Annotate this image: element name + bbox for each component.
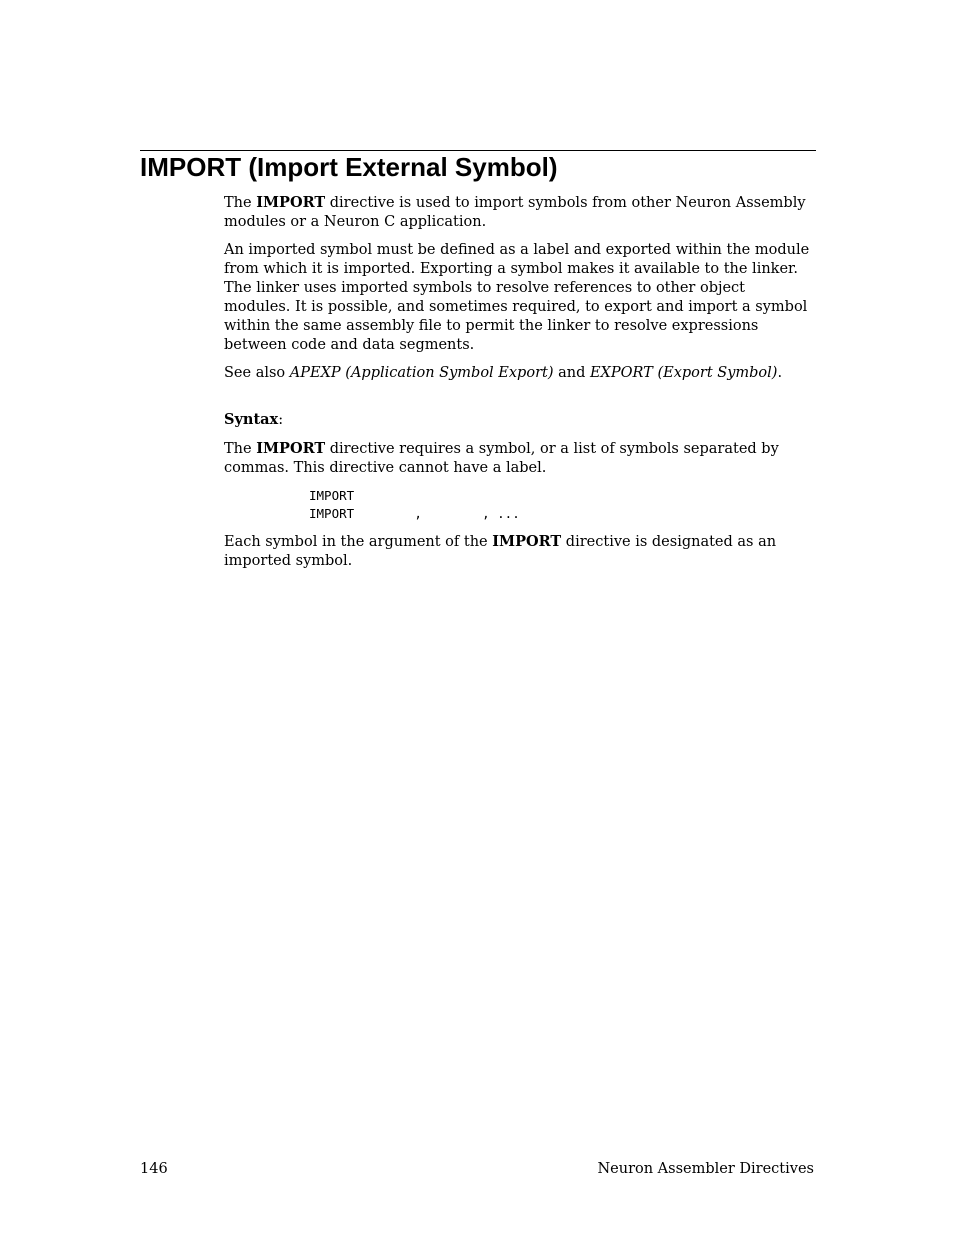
body-text [224,193,814,580]
syntax-heading: Syntax: [224,411,284,428]
export-reference: EXPORT (Export Symbol) [589,365,778,381]
syntax-code-block [309,487,814,523]
closing-paragraph: Each symbol in the argument of the IMPORT directive is designated as an imported symbol. [224,533,777,569]
page-title: IMPORT (Import External Symbol) [140,152,558,182]
syntax-paragraph: The IMPORT directive requires a symbol, or a list of symbols separated by commas. This directive cannot have a label. [224,440,779,476]
definition-paragraph: An imported symbol must be defined as a label and exported within the module from which it is imported. Exporting a symbol makes it available to the linker. The linker uses imported symbols to resolve references to other object modules. It is possible, and sometimes required, to export and import a symbol within the same assembly file to permit the linker to resolve expressions between code and data segments. [224,242,810,353]
apexp-reference: APEXP (Application Symbol Export) [289,365,554,381]
section-name: Neuron Assembler Directives [597,1161,814,1177]
see-also-paragraph: See also APEXP (Application Symbol Export) and EXPORT (Export Symbol). [224,365,783,381]
intro-paragraph: The IMPORT directive is used to import symbols from other Neuron Assembly modules or a Neuron C application. [224,194,806,230]
code-line: IMPORT [309,488,355,503]
page-number: 146 [140,1161,168,1177]
code-line: IMPORT , , ... [309,506,520,521]
